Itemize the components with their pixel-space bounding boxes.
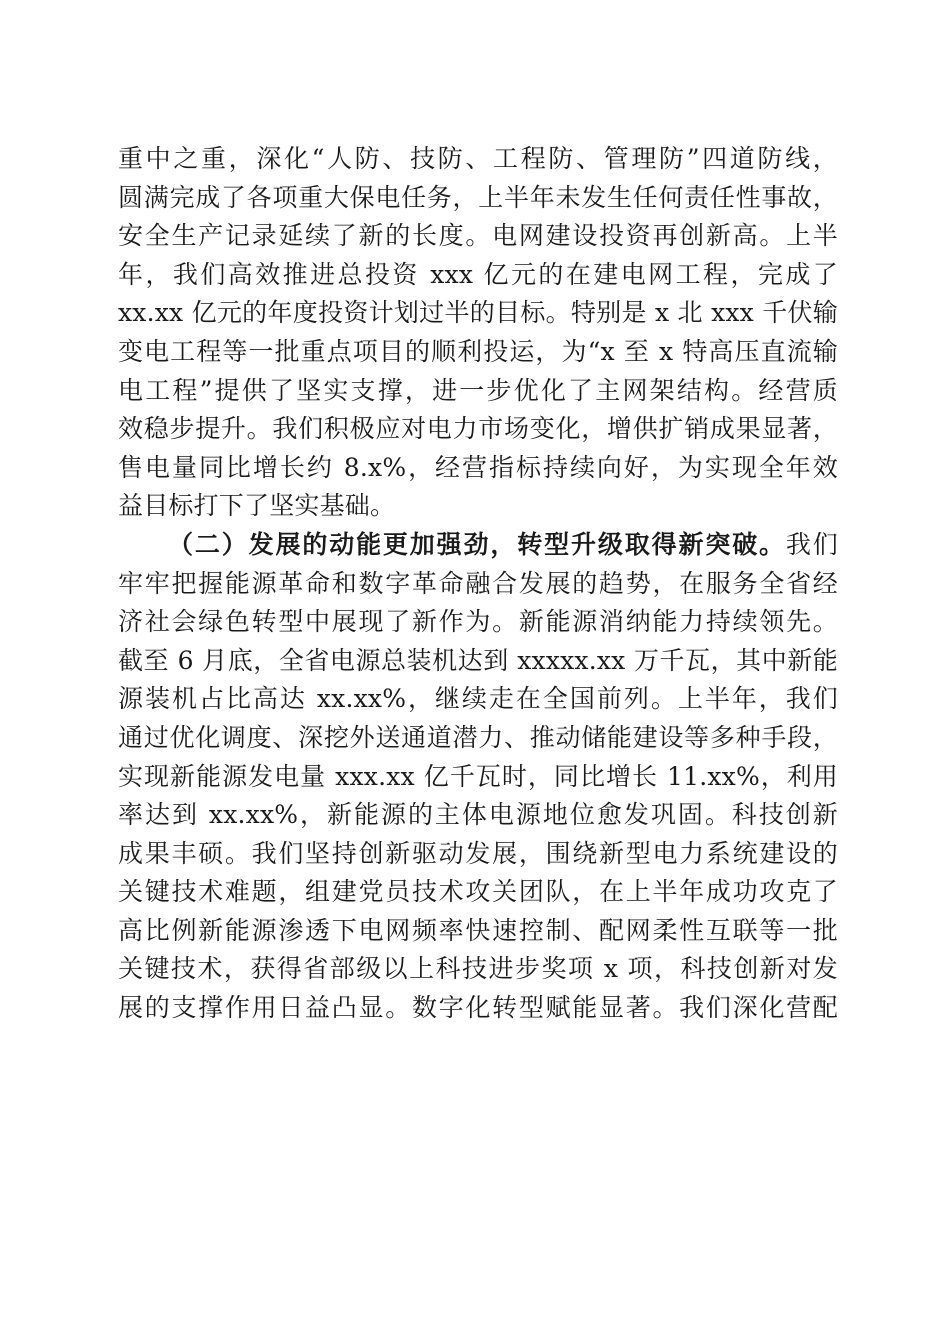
text-line: 电工程”提供了坚实支撑，进一步优化了主网架结构。经营质 — [118, 375, 838, 405]
paragraph-1 — [118, 140, 838, 526]
text-line: 变电工程等一批重点项目的顺利投运，为“x 至 x 特高压直流输 — [118, 336, 838, 366]
text-line: 展的支撑作用日益凸显。数字化转型赋能显著。我们深化营配 — [118, 993, 838, 1023]
text-line: 关键技术难题，组建党员技术攻关团队，在上半年成功攻克了 — [118, 877, 838, 907]
text-line: 截至 6 月底，全省电源总装机达到 xxxxx.xx 万千瓦，其中新能 — [118, 645, 838, 675]
document-page — [118, 140, 838, 1028]
text-line: 重中之重，深化“人防、技防、工程防、管理防”四道防线， — [118, 144, 838, 173]
section-heading: （二）发展的动能更加强劲，转型升级取得新突破。 — [168, 529, 786, 559]
text-line: 实现新能源发电量 xxx.xx 亿千瓦时，同比增长 11.xx%，利用 — [118, 761, 838, 791]
text-line: 率达到 xx.xx%，新能源的主体电源地位愈发巩固。科技创新 — [118, 800, 838, 830]
text-line: 圆满完成了各项重大保电任务，上半年未发生任何责任性事故， — [118, 182, 838, 212]
text-line: 源装机占比高达 xx.xx%，继续走在全国前列。上半年，我们 — [118, 684, 838, 714]
text-line: 通过优化调度、深挖外送通道潜力、推动储能建设等多种手段， — [118, 722, 838, 752]
text-line: 售电量同比增长约 8.x%，经营指标持续向好，为实现全年效 — [118, 452, 838, 482]
text-line: 年，我们高效推进总投资 xxx 亿元的在建电网工程，完成了 — [118, 259, 838, 289]
text-line: 安全生产记录延续了新的长度。电网建设投资再创新高。上半 — [118, 221, 838, 251]
text-line: xx.xx 亿元的年度投资计划过半的目标。特别是 x 北 xxx 千伏输 — [118, 298, 838, 328]
paragraph-2 — [118, 526, 838, 1028]
text-line: 济社会绿色转型中展现了新作为。新能源消纳能力持续领先。 — [118, 607, 838, 637]
text-line: 效稳步提升。我们积极应对电力市场变化，增供扩销成果显著， — [118, 414, 838, 444]
paragraph-heading-line — [118, 526, 838, 565]
text-line: 关键技术，获得省部级以上科技进步奖项 x 项，科技创新对发 — [118, 954, 838, 984]
text-line: 益目标打下了坚实基础。 — [118, 491, 396, 521]
text-line: 牢牢把握能源革命和数字革命融合发展的趋势，在服务全省经 — [118, 568, 838, 598]
text-line: 成果丰硕。我们坚持创新驱动发展，围绕新型电力系统建设的 — [118, 838, 838, 868]
heading-line-rest: 我们 — [785, 529, 838, 559]
text-line: 高比例新能源渗透下电网频率快速控制、配网柔性互联等一批 — [118, 915, 838, 945]
